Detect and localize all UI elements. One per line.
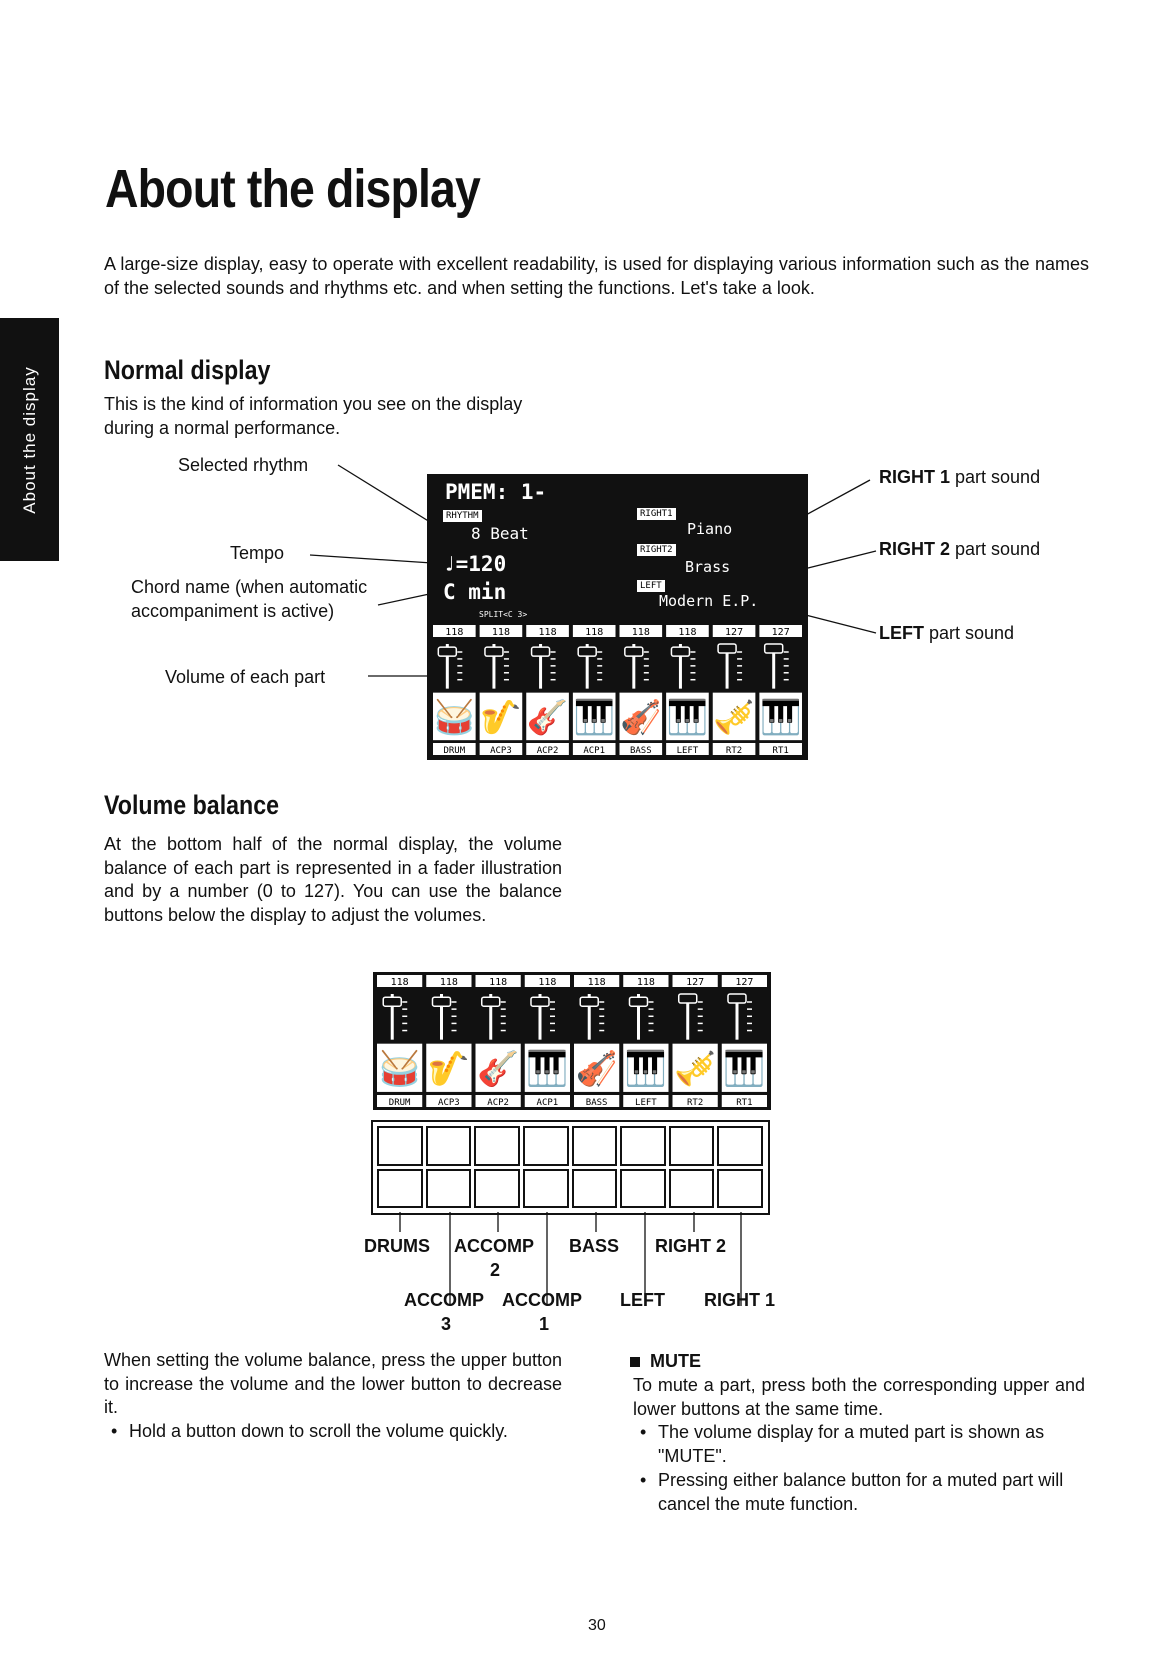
callout-selected-rhythm: Selected rhythm xyxy=(178,455,309,475)
normal-display-heading: Normal display xyxy=(104,355,271,385)
volume-level-value: 118 xyxy=(678,627,697,638)
volume-bullet: • Hold a button down to scroll the volume quickly. xyxy=(129,1420,561,1444)
mute-bullet-1: • The volume display for a muted part is shown as "MUTE". xyxy=(658,1421,1086,1468)
right2-tag: RIGHT2 xyxy=(637,544,676,556)
label-accomp1-num: 1 xyxy=(539,1314,550,1334)
right2-sound: Brass xyxy=(685,558,731,576)
label-accomp3-num: 3 xyxy=(441,1314,452,1334)
volume-level-value: 127 xyxy=(735,977,754,988)
label-accomp3: ACCOMP xyxy=(404,1290,484,1310)
tempo-value: ♩=120 xyxy=(443,552,507,576)
drum-kit-icon: 🥁 xyxy=(378,1048,421,1088)
bass-icon: 🎻 xyxy=(620,697,662,737)
volume-level-value: 118 xyxy=(445,627,464,638)
trumpet-icon: 🎺 xyxy=(713,697,755,737)
piano-icon: 🎹 xyxy=(723,1048,766,1088)
page-number: 30 xyxy=(588,1617,606,1634)
volume-level-value: 127 xyxy=(725,627,744,638)
mute-bullet-2: • Pressing either balance button for a muted part will cancel the mute function. xyxy=(658,1469,1086,1516)
normal-display-description: This is the kind of information you see on the display during a normal performance. xyxy=(104,394,523,438)
saxophone-icon: 🎷 xyxy=(480,697,522,737)
volume-level-value: 118 xyxy=(489,977,508,988)
piano-icon: 🎹 xyxy=(573,697,615,737)
part-name: BASS xyxy=(629,746,652,756)
part-name: RT1 xyxy=(736,1098,753,1108)
volume-level-value: 118 xyxy=(538,627,557,638)
part-name: DRUM xyxy=(388,1098,411,1108)
mute-heading: MUTE xyxy=(630,1350,701,1374)
saxophone-icon: 🎷 xyxy=(427,1048,470,1088)
volume-level-value: 118 xyxy=(587,977,606,988)
callout-left: LEFT part sound xyxy=(879,623,1015,643)
intro-paragraph: A large-size display, easy to operate with excellent readability, is used for displaying various information such as the names of the selected sounds and rhythms etc. and when setting the functions. Let's take a look. xyxy=(104,254,1089,298)
mute-text: To mute a part, press both the corresponding upper and lower buttons at the same time. xyxy=(633,1375,1085,1419)
volume-level-value: 118 xyxy=(631,627,650,638)
volume-level-value: 118 xyxy=(636,977,655,988)
piano-icon: 🎹 xyxy=(759,697,802,737)
part-name: RT2 xyxy=(725,746,743,756)
label-accomp2: ACCOMP xyxy=(454,1236,534,1256)
rhythm-name: 8 Beat xyxy=(471,524,529,543)
part-name: ACP1 xyxy=(536,1098,559,1108)
callout-right1: RIGHT 1 part sound xyxy=(879,467,1041,487)
label-accomp1: ACCOMP xyxy=(502,1290,582,1310)
volume-level-value: 118 xyxy=(439,977,458,988)
piano-icon: 🎹 xyxy=(624,1048,667,1088)
piano-icon: 🎹 xyxy=(526,1048,569,1088)
volume-level-value: 118 xyxy=(538,977,557,988)
piano-icon: 🎹 xyxy=(666,697,709,737)
page-title: About the display xyxy=(105,159,480,219)
rhythm-tag: RHYTHM xyxy=(443,510,482,522)
side-tab-label: About the display xyxy=(19,365,39,514)
part-name: ACP3 xyxy=(490,746,512,756)
part-name: ACP2 xyxy=(536,746,559,756)
part-name: BASS xyxy=(585,1098,608,1108)
volume-instructions: When setting the volume balance, press the upper button to increase the volume and the lower button to decrease it. xyxy=(104,1350,562,1417)
volume-level-value: 118 xyxy=(585,627,604,638)
part-name: LEFT xyxy=(676,746,699,756)
drum-kit-icon: 🥁 xyxy=(433,697,476,737)
part-name: ACP1 xyxy=(583,746,606,756)
volume-level-value: 127 xyxy=(771,627,790,638)
callout-volume: Volume of each part xyxy=(165,667,326,687)
part-name: ACP2 xyxy=(487,1098,509,1108)
label-bass: BASS xyxy=(569,1236,620,1256)
label-right1: RIGHT 1 xyxy=(704,1290,776,1310)
part-name: LEFT xyxy=(635,1098,657,1108)
chord-name: C min xyxy=(443,580,507,604)
label-left: LEFT xyxy=(620,1290,665,1310)
guitar-icon: 🎸 xyxy=(526,697,569,737)
volume-level-value: 127 xyxy=(686,977,705,988)
pmem-label: PMEM: 1- xyxy=(445,480,547,504)
callout-tempo: Tempo xyxy=(230,543,285,563)
volume-balance-description: At the bottom half of the normal display, the volume balance of each part is represented in a fader illustration and by a number (0 to 127). You can use the balance buttons below the display to adjust the volumes. xyxy=(104,834,562,925)
bass-icon: 🎻 xyxy=(575,1048,618,1088)
label-drums: DRUMS xyxy=(364,1236,430,1256)
volume-level-value: 118 xyxy=(390,977,409,988)
right1-sound: Piano xyxy=(687,520,733,538)
part-name: RT2 xyxy=(686,1098,704,1108)
callout-chord-name: Chord name (when automatic accompaniment is active) xyxy=(131,577,368,621)
part-name: DRUM xyxy=(443,746,466,756)
guitar-icon: 🎸 xyxy=(477,1048,520,1088)
left-tag: LEFT xyxy=(637,580,665,592)
volume-balance-heading: Volume balance xyxy=(104,790,280,820)
split-point: SPLIT<C 3> xyxy=(479,610,528,619)
label-right2: RIGHT 2 xyxy=(655,1236,727,1256)
left-sound: Modern E.P. xyxy=(659,592,759,610)
label-accomp2-num: 2 xyxy=(490,1260,501,1280)
volume-level-value: 118 xyxy=(491,627,510,638)
part-name: ACP3 xyxy=(438,1098,460,1108)
callout-right2: RIGHT 2 part sound xyxy=(879,539,1041,559)
part-name: RT1 xyxy=(772,746,789,756)
right1-tag: RIGHT1 xyxy=(637,508,676,520)
trumpet-icon: 🎺 xyxy=(674,1048,717,1088)
